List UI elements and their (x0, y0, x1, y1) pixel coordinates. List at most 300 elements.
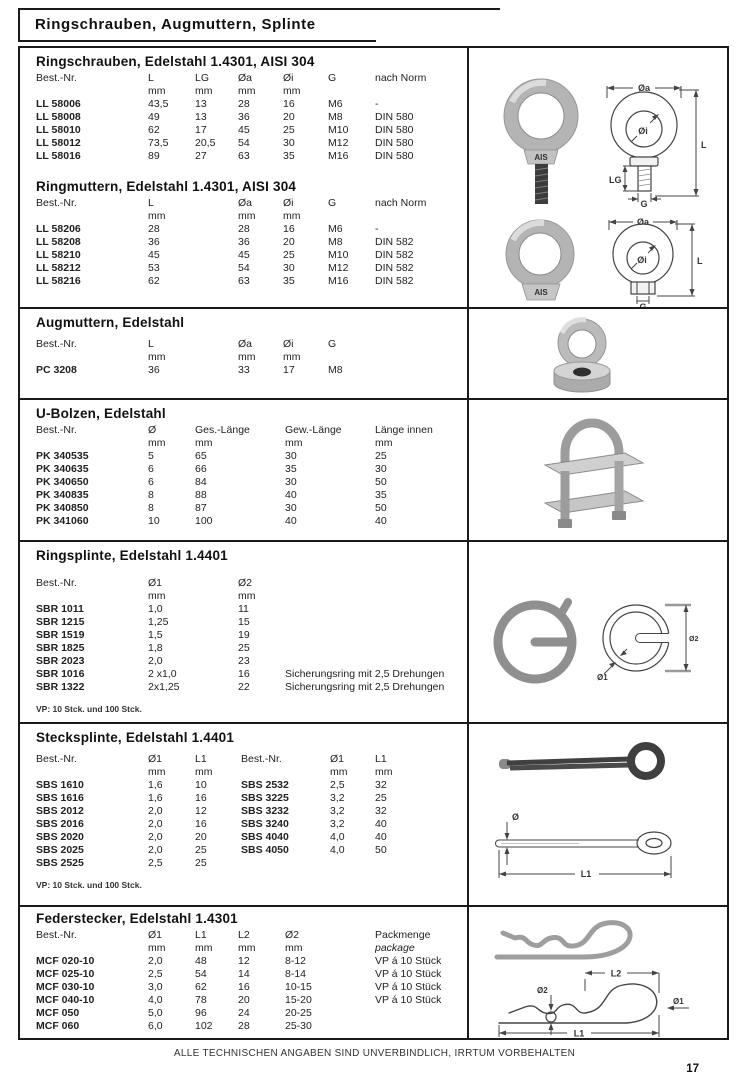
table-cell: 33 (238, 364, 250, 376)
table-row (36, 955, 463, 968)
table-cell: 8-14 (285, 968, 307, 980)
table-cell: M16 (328, 150, 349, 162)
table-cell: 20,5 (195, 137, 216, 149)
table-cell: M12 (328, 262, 349, 274)
table-cell: 30 (283, 262, 295, 274)
table-cell: LG (195, 72, 210, 84)
dim-label-d1: Ø1 (597, 673, 608, 682)
table-row (36, 437, 463, 450)
table-row (36, 577, 463, 590)
table-row (36, 681, 463, 694)
table-cell: 66 (195, 463, 207, 475)
table-cell: mm (195, 437, 213, 449)
table-cell: SBS 2525 (36, 857, 84, 869)
table-cell: SBS 3232 (241, 805, 289, 817)
table-cell: LL 58206 (36, 223, 81, 235)
table-cell: LL 58006 (36, 98, 81, 110)
table-cell: SBS 1616 (36, 792, 84, 804)
table-row (36, 968, 463, 981)
table-cell: 4,0 (330, 831, 345, 843)
ringschrauben-image-panel (469, 48, 727, 310)
catalog-frame (18, 46, 729, 1040)
ringmutter-diagram (593, 214, 711, 310)
table-cell (36, 766, 148, 779)
table-cell: LL 58008 (36, 111, 81, 123)
table-cell: 16 (238, 668, 250, 680)
table-cell: 25 (283, 124, 295, 136)
table-cell: PK 340835 (36, 489, 89, 501)
ubolzen-text-panel (20, 400, 469, 540)
table-cell: 5,0 (148, 1007, 163, 1019)
table-cell: LL 58016 (36, 150, 81, 162)
table-cell: SBR 1825 (36, 642, 85, 654)
dim-label-g: G (640, 199, 648, 208)
title-bar-left-rule (18, 8, 20, 42)
table-row (36, 463, 463, 476)
table-row (36, 450, 463, 463)
ringschrauben-table-body (36, 98, 463, 163)
table-cell: Ø1 (330, 753, 345, 765)
table-cell: M10 (328, 249, 349, 261)
table-cell: SBS 2025 (36, 844, 84, 856)
table-cell: 84 (195, 476, 207, 488)
table-cell: SBS 3240 (241, 818, 289, 830)
table-row (36, 137, 463, 150)
table-cell: 25 (238, 642, 250, 654)
table-cell: 54 (195, 968, 207, 980)
ringsplinte-image-panel (469, 542, 727, 722)
stecksplint-photo (494, 736, 679, 791)
ubolzen-title: U-Bolzen, Edelstahl (36, 406, 166, 421)
table-cell: Best.-Nr. (36, 338, 77, 350)
table-cell: Packmenge (375, 929, 431, 941)
federstecker-diagram (487, 963, 697, 1038)
table-cell: 45 (238, 124, 250, 136)
table-cell: 8-12 (285, 955, 307, 967)
table-cell: 20 (238, 994, 250, 1006)
table-cell: 2,0 (148, 805, 163, 817)
table-row (36, 981, 463, 994)
dim-label-oa: Øa (637, 83, 651, 93)
table-cell: Ø (148, 424, 157, 436)
table-cell: 17 (283, 364, 295, 376)
table-cell: 2,0 (148, 844, 163, 856)
table-cell: 2,5 (148, 968, 163, 980)
table-cell: 73,5 (148, 137, 169, 149)
dim-label-oi: Øi (638, 126, 648, 136)
table-cell: 1,8 (148, 642, 163, 654)
table-cell: 15-20 (285, 994, 312, 1006)
table-row (36, 489, 463, 502)
table-cell: 25 (375, 792, 387, 804)
table-cell: 65 (195, 450, 207, 462)
table-cell (241, 857, 330, 870)
ringschrauben-table-header (36, 72, 463, 98)
table-cell (241, 766, 330, 779)
ubolzen-photo (527, 405, 659, 537)
augmuttern-text-panel (20, 309, 469, 398)
table-cell: Øi (283, 72, 294, 84)
table-cell: SBS 3225 (241, 792, 289, 804)
dim-label-l: L (701, 140, 707, 150)
table-row (36, 1020, 463, 1033)
table-cell: 20 (283, 111, 295, 123)
table-row (36, 792, 463, 805)
table-cell: 32 (375, 805, 387, 817)
table-row (36, 629, 463, 642)
table-cell: 89 (148, 150, 160, 162)
dim-label-g: G (639, 302, 647, 310)
table-cell: SBS 2020 (36, 831, 84, 843)
table-cell: MCF 020-10 (36, 955, 95, 967)
table-cell: DIN 580 (375, 111, 414, 123)
dim-label-d1: Ø1 (673, 997, 684, 1006)
table-cell: 15 (238, 616, 250, 628)
ringschrauben-text-panel (20, 48, 469, 307)
table-cell: 10 (195, 779, 207, 791)
table-cell: VP á 10 Stück (375, 994, 442, 1006)
table-cell: 12 (238, 955, 250, 967)
table-cell: Ø2 (238, 577, 253, 589)
table-cell: 6,0 (148, 1020, 163, 1032)
table-cell: 2,0 (148, 655, 163, 667)
table-row (36, 766, 463, 779)
table-cell: SBS 2012 (36, 805, 84, 817)
table-cell: SBR 1016 (36, 668, 85, 680)
table-row (36, 150, 463, 163)
table-cell: Øi (283, 197, 294, 209)
table-cell: 88 (195, 489, 207, 501)
table-row (36, 753, 463, 766)
table-row (36, 642, 463, 655)
augmutter-photo (524, 315, 639, 397)
table-row (36, 124, 463, 137)
section-ubolzen (20, 398, 727, 540)
table-cell: Gew.-Länge (285, 424, 342, 436)
table-cell: mm (148, 210, 166, 222)
table-cell: 19 (238, 629, 250, 641)
ringmuttern-title: Ringmuttern, Edelstahl 1.4301, AISI 304 (36, 179, 297, 194)
table-cell: DIN 580 (375, 124, 414, 136)
dim-label-d2: Ø2 (689, 636, 699, 643)
table-cell: Best.-Nr. (36, 753, 77, 765)
table-cell: 1,5 (148, 629, 163, 641)
table-cell: MCF 060 (36, 1020, 80, 1032)
table-cell: 1,0 (148, 603, 163, 615)
table-cell: 5 (148, 450, 154, 462)
table-cell: 10-15 (285, 981, 312, 993)
table-row (36, 818, 463, 831)
ringschrauben-title: Ringschrauben, Edelstahl 1.4301, AISI 304 (36, 54, 315, 69)
table-cell: VP á 10 Stück (375, 981, 442, 993)
table-cell: MCF 030-10 (36, 981, 95, 993)
table-cell: 40 (285, 489, 297, 501)
table-cell: SBR 2023 (36, 655, 85, 667)
table-cell: mm (238, 210, 256, 222)
dim-label-d: Ø (512, 812, 520, 822)
table-cell (328, 210, 375, 223)
table-cell: 22 (238, 681, 250, 693)
table-row (36, 805, 463, 818)
table-cell: 16 (283, 223, 295, 235)
table-cell: 2,5 (330, 779, 345, 791)
table-cell: mm (148, 351, 166, 363)
table-cell: 12 (195, 805, 207, 817)
table-cell: MCF 025-10 (36, 968, 95, 980)
table-cell: mm (238, 351, 256, 363)
table-cell: 16 (195, 818, 207, 830)
table-cell: 36 (238, 236, 250, 248)
table-cell: 4,0 (148, 994, 163, 1006)
table-row (36, 515, 463, 528)
table-cell: DIN 580 (375, 137, 414, 149)
section-ringsplinte (20, 540, 727, 722)
table-cell: PK 341060 (36, 515, 89, 527)
table-row (36, 98, 463, 111)
table-cell: Ø1 (148, 753, 163, 765)
table-cell: M8 (328, 364, 343, 376)
table-cell: 40 (375, 831, 387, 843)
table-cell: 1,6 (148, 779, 163, 791)
table-cell: M8 (328, 111, 343, 123)
table-cell: M16 (328, 275, 349, 287)
dim-label-lg: LG (609, 175, 622, 185)
table-cell: 2,5 (148, 857, 163, 869)
table-cell: mm (148, 437, 166, 449)
table-cell: VP á 10 Stück (375, 968, 442, 980)
table-cell: L (148, 338, 154, 350)
table-cell: G (328, 72, 337, 84)
table-cell: 36 (238, 111, 250, 123)
table-cell: Best.-Nr. (36, 424, 77, 436)
table-cell: 8 (148, 489, 154, 501)
table-cell: SBS 1610 (36, 779, 84, 791)
augmuttern-image-panel (469, 309, 727, 398)
table-cell: mm (283, 351, 301, 363)
table-row (36, 72, 463, 85)
table-row (36, 476, 463, 489)
table-row (36, 223, 463, 236)
augmuttern-title: Augmuttern, Edelstahl (36, 315, 185, 330)
table-cell: G (328, 338, 337, 350)
table-cell: SBR 1519 (36, 629, 85, 641)
table-row (36, 275, 463, 288)
table-cell: 62 (148, 275, 160, 287)
table-cell: SBR 1322 (36, 681, 85, 693)
table-row (36, 655, 463, 668)
table-cell: mm (195, 942, 213, 954)
federstecker-photo (491, 913, 651, 965)
table-cell: - (375, 223, 379, 235)
table-cell: Best.-Nr. (36, 577, 77, 589)
table-cell: mm (283, 85, 301, 97)
table-cell: G (328, 197, 337, 209)
table-cell: LL 58216 (36, 275, 81, 287)
photo-marking-label: AIS (534, 153, 548, 162)
table-cell: Ø1 (148, 577, 163, 589)
table-cell: PC 3208 (36, 364, 77, 376)
table-cell: 1,25 (148, 616, 169, 628)
table-cell: Länge innen (375, 424, 433, 436)
dim-label-l2: L2 (610, 968, 622, 979)
table-cell: 53 (148, 262, 160, 274)
table-cell: 43,5 (148, 98, 169, 110)
table-cell: M6 (328, 223, 343, 235)
table-cell: SBR 1215 (36, 616, 85, 628)
table-row (36, 210, 463, 223)
table-cell: 35 (285, 463, 297, 475)
table-cell: L (148, 197, 154, 209)
table-cell: mm (238, 590, 256, 602)
augmuttern-table-body (36, 364, 463, 377)
table-row (36, 929, 463, 942)
photo-marking-label: AIS (534, 288, 548, 297)
table-row (36, 111, 463, 124)
table-cell: 62 (195, 981, 207, 993)
table-cell: 3,2 (330, 805, 345, 817)
dim-label-l1: L1 (573, 1028, 585, 1039)
table-cell: 40 (285, 515, 297, 527)
table-cell: 13 (195, 98, 207, 110)
table-cell: PK 340850 (36, 502, 89, 514)
table-cell: MCF 040-10 (36, 994, 95, 1006)
ringschraube-photo (494, 74, 589, 206)
table-cell (36, 85, 148, 98)
table-cell: mm (148, 590, 166, 602)
table-cell: Ø2 (285, 929, 300, 941)
ringmuttern-table-header (36, 197, 463, 223)
table-row (36, 942, 463, 955)
table-cell: 14 (238, 968, 250, 980)
table-cell: Sicherungsring mit 2,5 Drehungen (285, 668, 445, 680)
stecksplint-diagram (489, 810, 694, 890)
table-cell: mm (195, 766, 213, 778)
stecksplinte-table-body (36, 779, 463, 870)
table-cell: M6 (328, 98, 343, 110)
table-cell: 13 (195, 111, 207, 123)
table-cell: SBR 1011 (36, 603, 84, 615)
table-cell: 45 (238, 249, 250, 261)
table-row (36, 779, 463, 792)
table-cell: mm (238, 85, 256, 97)
table-row (36, 502, 463, 515)
table-cell: 25 (375, 450, 387, 462)
section-stecksplinte (20, 722, 727, 905)
table-row (36, 668, 463, 681)
table-cell: package (375, 942, 415, 954)
table-cell: L (148, 72, 154, 84)
table-cell: 8 (148, 502, 154, 514)
table-cell: Sicherungsring mit 2,5 Drehungen (285, 681, 445, 693)
table-cell: Best.-Nr. (36, 197, 77, 209)
table-cell: 40 (375, 515, 387, 527)
table-cell: MCF 050 (36, 1007, 80, 1019)
ringsplinte-table-body (36, 603, 463, 694)
table-cell: M10 (328, 124, 349, 136)
table-cell: 1,6 (148, 792, 163, 804)
table-cell: L1 (195, 753, 207, 765)
table-cell: 96 (195, 1007, 207, 1019)
table-cell: Øa (238, 197, 253, 209)
table-cell: 35 (375, 489, 387, 501)
stecksplinte-text-panel (20, 724, 469, 905)
stecksplinte-image-panel (469, 724, 727, 905)
stecksplinte-table-header (36, 753, 463, 779)
table-row (36, 616, 463, 629)
dim-label-l1: L1 (580, 869, 592, 879)
table-row (36, 1007, 463, 1020)
table-cell: L1 (375, 753, 387, 765)
federstecker-image-panel (469, 907, 727, 1038)
federstecker-title: Federstecker, Edelstahl 1.4301 (36, 911, 238, 926)
table-cell (36, 210, 148, 223)
table-cell: M12 (328, 137, 349, 149)
table-cell: 16 (283, 98, 295, 110)
table-cell: SBS 4050 (241, 844, 289, 856)
table-cell: 20-25 (285, 1007, 312, 1019)
table-cell: nach Norm (375, 197, 427, 209)
table-cell: LL 58210 (36, 249, 81, 261)
table-cell: 50 (375, 476, 387, 488)
table-cell: 54 (238, 137, 250, 149)
table-cell (36, 942, 148, 955)
table-cell: 35 (283, 275, 295, 287)
federstecker-table-header (36, 929, 463, 955)
ringsplint-photo (487, 588, 587, 690)
table-cell: 100 (195, 515, 213, 527)
table-cell: 20 (283, 236, 295, 248)
table-row (36, 603, 463, 616)
table-cell: 30 (285, 450, 297, 462)
table-cell: Øa (238, 72, 253, 84)
table-cell: 45 (148, 249, 160, 261)
ringsplinte-table-header (36, 577, 463, 603)
table-cell: 6 (148, 476, 154, 488)
table-cell: 28 (148, 223, 160, 235)
augmuttern-table-header (36, 338, 463, 364)
ringmutter-photo (494, 214, 589, 306)
table-cell: nach Norm (375, 72, 427, 84)
table-cell: - (375, 98, 379, 110)
ringsplinte-packaging-note: VP: 10 Stck. und 100 Stck. (36, 704, 142, 714)
table-row (36, 590, 463, 603)
federstecker-table-body (36, 955, 463, 1033)
table-cell: LL 58012 (36, 137, 81, 149)
ringschraube-diagram (593, 80, 711, 208)
table-row (36, 262, 463, 275)
table-cell (328, 85, 375, 98)
title-bar (18, 8, 725, 42)
table-cell: mm (148, 766, 166, 778)
table-cell: 2,0 (148, 831, 163, 843)
table-cell: LL 58010 (36, 124, 81, 136)
table-cell (36, 351, 148, 364)
table-cell: 17 (195, 124, 207, 136)
table-cell: DIN 582 (375, 249, 414, 261)
table-cell: 25 (283, 249, 295, 261)
table-cell: M8 (328, 236, 343, 248)
table-cell: 50 (375, 844, 387, 856)
table-cell: PK 340635 (36, 463, 89, 475)
table-cell: VP á 10 Stück (375, 955, 442, 967)
table-cell: 40 (375, 818, 387, 830)
table-row (36, 364, 463, 377)
section-augmuttern (20, 307, 727, 398)
table-cell: 36 (148, 236, 160, 248)
table-cell: 30 (285, 502, 297, 514)
table-cell: SBS 4040 (241, 831, 289, 843)
table-cell: 62 (148, 124, 160, 136)
